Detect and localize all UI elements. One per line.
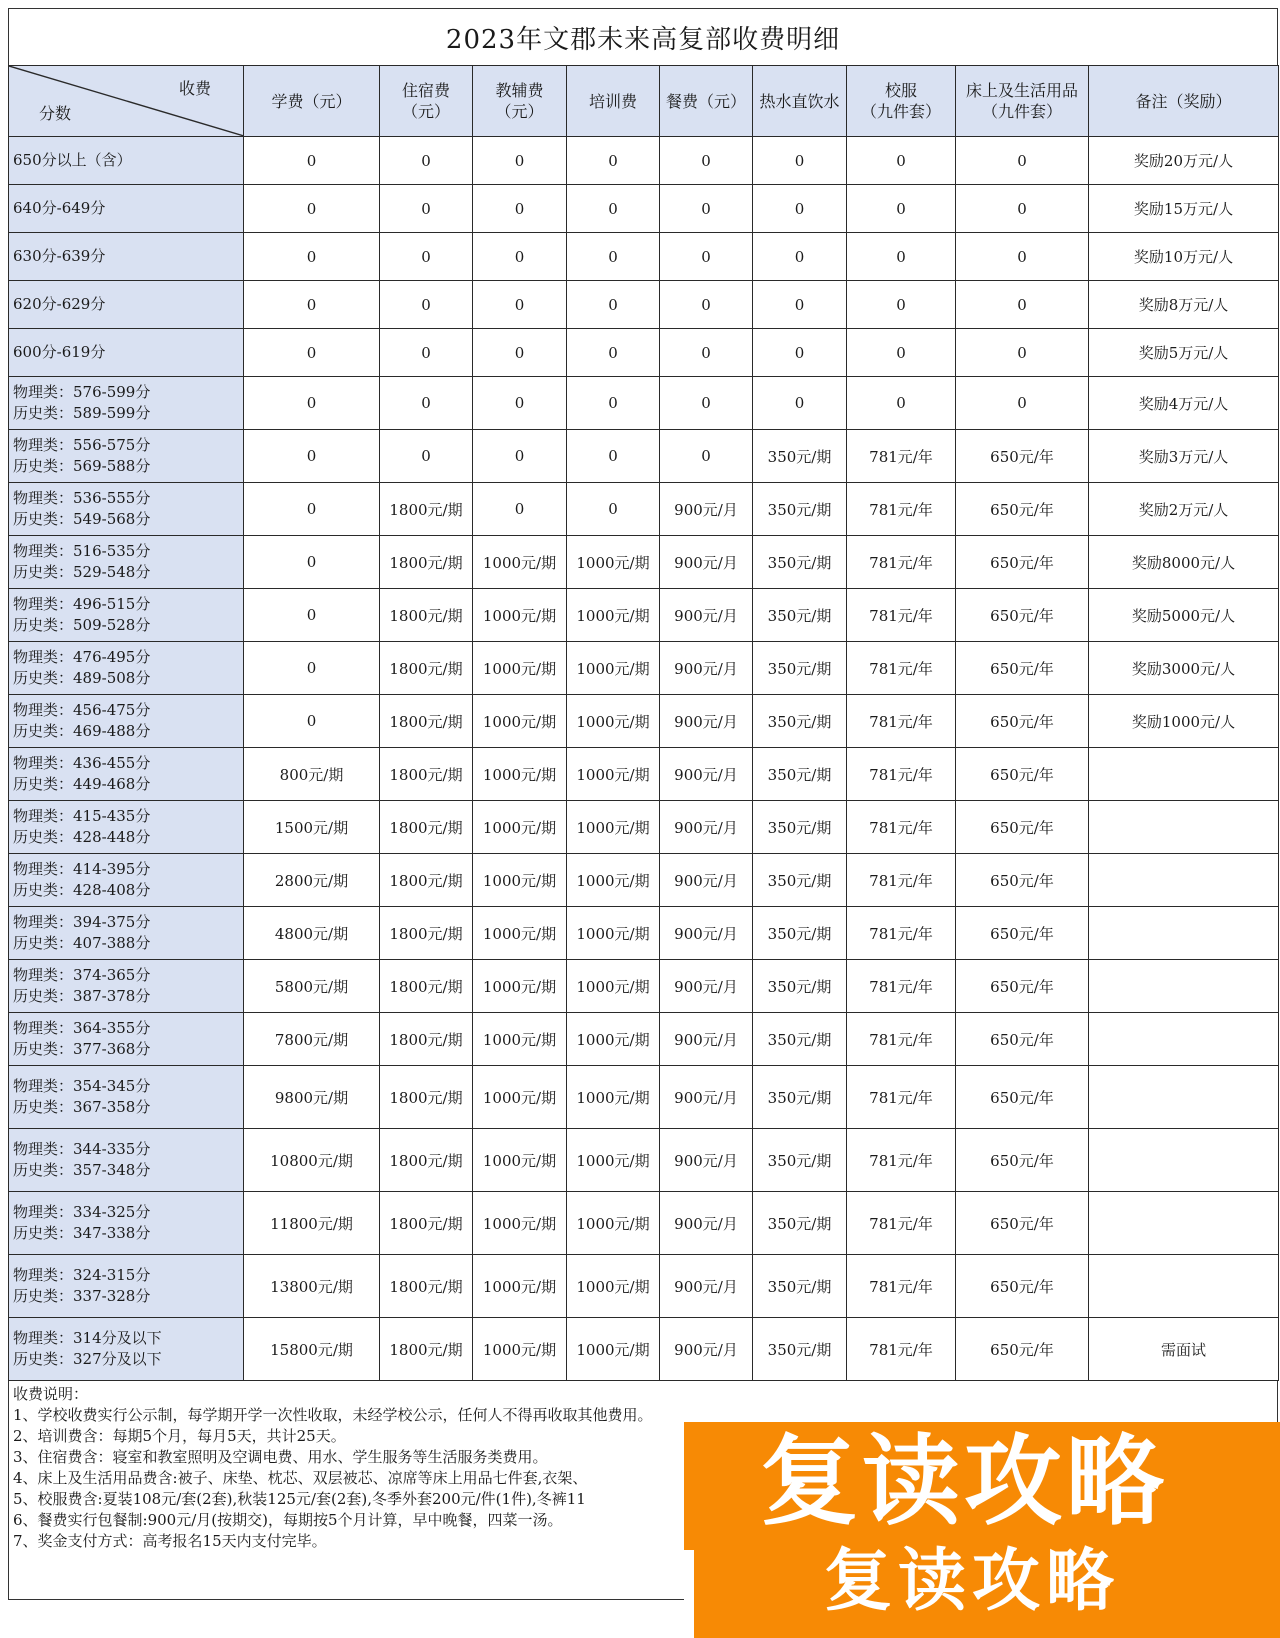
cell-uniform: 781元/年 bbox=[847, 1255, 956, 1318]
cell-water: 350元/期 bbox=[753, 1013, 847, 1066]
cell-materials: 1000元/期 bbox=[473, 589, 567, 642]
cell-accommodation: 1800元/期 bbox=[380, 1066, 473, 1129]
fee-table bbox=[8, 65, 1279, 1381]
table-row bbox=[9, 1129, 1279, 1192]
cell-water: 350元/期 bbox=[753, 1066, 847, 1129]
table-row bbox=[9, 1255, 1279, 1318]
cell-bedding: 650元/年 bbox=[956, 854, 1089, 907]
header-uniform: 校服 （九件套） bbox=[847, 66, 956, 137]
cell-remarks: 需面试 bbox=[1089, 1318, 1279, 1381]
cell-tuition: 0 bbox=[244, 137, 380, 185]
cell-materials: 1000元/期 bbox=[473, 642, 567, 695]
table-row bbox=[9, 536, 1279, 589]
score-band-cell: 物理类：334-325分 历史类：347-338分 bbox=[9, 1192, 244, 1255]
cell-accommodation: 1800元/期 bbox=[380, 483, 473, 536]
header-accommodation: 住宿费 （元） bbox=[380, 66, 473, 137]
cell-remarks: 奖励15万元/人 bbox=[1089, 185, 1279, 233]
cell-materials: 1000元/期 bbox=[473, 907, 567, 960]
table-row bbox=[9, 960, 1279, 1013]
cell-water: 350元/期 bbox=[753, 430, 847, 483]
cell-materials: 1000元/期 bbox=[473, 960, 567, 1013]
cell-meals: 900元/月 bbox=[660, 1318, 753, 1381]
score-band-cell: 物理类：314分及以下 历史类：327分及以下 bbox=[9, 1318, 244, 1381]
cell-meals: 900元/月 bbox=[660, 642, 753, 695]
cell-uniform: 781元/年 bbox=[847, 1066, 956, 1129]
cell-training: 0 bbox=[567, 377, 660, 430]
cell-materials: 1000元/期 bbox=[473, 536, 567, 589]
cell-bedding: 650元/年 bbox=[956, 536, 1089, 589]
cell-accommodation: 0 bbox=[380, 430, 473, 483]
cell-training: 1000元/期 bbox=[567, 1066, 660, 1129]
cell-bedding: 650元/年 bbox=[956, 748, 1089, 801]
cell-tuition: 0 bbox=[244, 329, 380, 377]
corner-header bbox=[9, 66, 244, 137]
cell-bedding: 0 bbox=[956, 137, 1089, 185]
score-band-cell: 640分-649分 bbox=[9, 185, 244, 233]
cell-water: 350元/期 bbox=[753, 483, 847, 536]
table-row bbox=[9, 329, 1279, 377]
corner-fee-label: 收费 bbox=[178, 79, 211, 98]
notes-heading: 收费说明： bbox=[13, 1385, 89, 1403]
score-band-cell: 630分-639分 bbox=[9, 233, 244, 281]
cell-uniform: 0 bbox=[847, 185, 956, 233]
cell-water: 0 bbox=[753, 185, 847, 233]
cell-meals: 900元/月 bbox=[660, 801, 753, 854]
cell-tuition: 0 bbox=[244, 695, 380, 748]
cell-uniform: 781元/年 bbox=[847, 695, 956, 748]
header-water: 热水直饮水 bbox=[753, 66, 847, 137]
cell-training: 1000元/期 bbox=[567, 801, 660, 854]
cell-tuition: 11800元/期 bbox=[244, 1192, 380, 1255]
cell-water: 350元/期 bbox=[753, 1318, 847, 1381]
cell-uniform: 781元/年 bbox=[847, 748, 956, 801]
cell-uniform: 781元/年 bbox=[847, 536, 956, 589]
score-band-cell: 物理类：456-475分 历史类：469-488分 bbox=[9, 695, 244, 748]
table-row bbox=[9, 589, 1279, 642]
cell-tuition: 13800元/期 bbox=[244, 1255, 380, 1318]
table-row bbox=[9, 748, 1279, 801]
note-item: 7、奖金支付方式：高考报名15天内支付完毕。 bbox=[13, 1532, 327, 1550]
score-band-cell: 600分-619分 bbox=[9, 329, 244, 377]
cell-bedding: 650元/年 bbox=[956, 1318, 1089, 1381]
cell-materials: 1000元/期 bbox=[473, 854, 567, 907]
watermark-text-large: 复读攻略 bbox=[760, 1425, 1169, 1539]
cell-accommodation: 1800元/期 bbox=[380, 801, 473, 854]
cell-bedding: 650元/年 bbox=[956, 430, 1089, 483]
cell-water: 350元/期 bbox=[753, 854, 847, 907]
cell-tuition: 0 bbox=[244, 377, 380, 430]
score-band-cell: 物理类：556-575分 历史类：569-588分 bbox=[9, 430, 244, 483]
note-item: 4、床上及生活用品费含:被子、床垫、枕芯、双层被芯、凉席等床上用品七件套,衣架、 bbox=[13, 1469, 588, 1487]
cell-remarks: 奖励2万元/人 bbox=[1089, 483, 1279, 536]
cell-water: 0 bbox=[753, 137, 847, 185]
cell-bedding: 650元/年 bbox=[956, 801, 1089, 854]
cell-water: 0 bbox=[753, 281, 847, 329]
cell-training: 1000元/期 bbox=[567, 960, 660, 1013]
note-item: 2、培训费含：每期5个月，每月5天，共计25天。 bbox=[13, 1427, 346, 1445]
cell-materials: 1000元/期 bbox=[473, 1192, 567, 1255]
cell-uniform: 781元/年 bbox=[847, 907, 956, 960]
cell-accommodation: 0 bbox=[380, 233, 473, 281]
cell-tuition: 0 bbox=[244, 430, 380, 483]
table-body bbox=[9, 137, 1279, 1381]
cell-tuition: 800元/期 bbox=[244, 748, 380, 801]
cell-materials: 1000元/期 bbox=[473, 1066, 567, 1129]
cell-uniform: 0 bbox=[847, 137, 956, 185]
cell-bedding: 0 bbox=[956, 185, 1089, 233]
table-row bbox=[9, 1192, 1279, 1255]
cell-meals: 900元/月 bbox=[660, 589, 753, 642]
cell-remarks: 奖励1000元/人 bbox=[1089, 695, 1279, 748]
cell-meals: 900元/月 bbox=[660, 536, 753, 589]
cell-materials: 0 bbox=[473, 483, 567, 536]
cell-meals: 0 bbox=[660, 377, 753, 430]
cell-tuition: 0 bbox=[244, 483, 380, 536]
cell-uniform: 781元/年 bbox=[847, 1013, 956, 1066]
cell-uniform: 781元/年 bbox=[847, 589, 956, 642]
cell-tuition: 0 bbox=[244, 185, 380, 233]
score-band-cell: 物理类：394-375分 历史类：407-388分 bbox=[9, 907, 244, 960]
cell-accommodation: 1800元/期 bbox=[380, 536, 473, 589]
cell-remarks bbox=[1089, 907, 1279, 960]
cell-meals: 900元/月 bbox=[660, 1066, 753, 1129]
table-row bbox=[9, 137, 1279, 185]
watermark-banner bbox=[684, 1422, 1280, 1638]
cell-training: 0 bbox=[567, 430, 660, 483]
cell-tuition: 0 bbox=[244, 642, 380, 695]
cell-bedding: 650元/年 bbox=[956, 1013, 1089, 1066]
score-band-cell: 物理类：496-515分 历史类：509-528分 bbox=[9, 589, 244, 642]
cell-materials: 1000元/期 bbox=[473, 1129, 567, 1192]
cell-uniform: 781元/年 bbox=[847, 1129, 956, 1192]
cell-materials: 0 bbox=[473, 377, 567, 430]
cell-remarks: 奖励20万元/人 bbox=[1089, 137, 1279, 185]
cell-training: 1000元/期 bbox=[567, 589, 660, 642]
diagonal-divider-icon bbox=[9, 66, 244, 136]
cell-remarks: 奖励3000元/人 bbox=[1089, 642, 1279, 695]
cell-materials: 0 bbox=[473, 430, 567, 483]
cell-remarks: 奖励8万元/人 bbox=[1089, 281, 1279, 329]
cell-meals: 0 bbox=[660, 185, 753, 233]
table-row bbox=[9, 1066, 1279, 1129]
cell-training: 1000元/期 bbox=[567, 748, 660, 801]
cell-bedding: 650元/年 bbox=[956, 1255, 1089, 1318]
fee-sheet bbox=[8, 8, 1278, 1600]
score-band-cell: 物理类：516-535分 历史类：529-548分 bbox=[9, 536, 244, 589]
cell-materials: 0 bbox=[473, 281, 567, 329]
cell-tuition: 0 bbox=[244, 589, 380, 642]
cell-meals: 900元/月 bbox=[660, 960, 753, 1013]
cell-uniform: 0 bbox=[847, 377, 956, 430]
cell-remarks: 奖励8000元/人 bbox=[1089, 536, 1279, 589]
note-item: 1、学校收费实行公示制，每学期开学一次性收取，未经学校公示，任何人不得再收取其他费用。 bbox=[13, 1406, 653, 1424]
cell-accommodation: 0 bbox=[380, 329, 473, 377]
score-band-cell: 物理类：364-355分 历史类：377-368分 bbox=[9, 1013, 244, 1066]
cell-bedding: 650元/年 bbox=[956, 1066, 1089, 1129]
cell-water: 0 bbox=[753, 233, 847, 281]
cell-tuition: 5800元/期 bbox=[244, 960, 380, 1013]
cell-training: 1000元/期 bbox=[567, 1129, 660, 1192]
cell-water: 0 bbox=[753, 329, 847, 377]
cell-meals: 900元/月 bbox=[660, 695, 753, 748]
cell-training: 1000元/期 bbox=[567, 1013, 660, 1066]
cell-remarks bbox=[1089, 748, 1279, 801]
watermark-text-small: 复读攻略 bbox=[824, 1542, 1121, 1621]
cell-remarks: 奖励5万元/人 bbox=[1089, 329, 1279, 377]
cell-meals: 900元/月 bbox=[660, 1192, 753, 1255]
cell-bedding: 650元/年 bbox=[956, 1129, 1089, 1192]
cell-bedding: 0 bbox=[956, 377, 1089, 430]
cell-remarks bbox=[1089, 1255, 1279, 1318]
cell-tuition: 10800元/期 bbox=[244, 1129, 380, 1192]
table-row bbox=[9, 377, 1279, 430]
table-row bbox=[9, 281, 1279, 329]
cell-accommodation: 0 bbox=[380, 185, 473, 233]
cell-training: 1000元/期 bbox=[567, 695, 660, 748]
cell-bedding: 650元/年 bbox=[956, 960, 1089, 1013]
cell-training: 0 bbox=[567, 329, 660, 377]
cell-accommodation: 1800元/期 bbox=[380, 748, 473, 801]
cell-tuition: 2800元/期 bbox=[244, 854, 380, 907]
score-band-cell: 620分-629分 bbox=[9, 281, 244, 329]
cell-meals: 900元/月 bbox=[660, 1013, 753, 1066]
cell-meals: 0 bbox=[660, 137, 753, 185]
cell-materials: 1000元/期 bbox=[473, 748, 567, 801]
cell-bedding: 0 bbox=[956, 233, 1089, 281]
cell-remarks bbox=[1089, 1192, 1279, 1255]
cell-training: 1000元/期 bbox=[567, 854, 660, 907]
cell-training: 1000元/期 bbox=[567, 642, 660, 695]
table-row bbox=[9, 483, 1279, 536]
header-bedding: 床上及生活用品 （九件套） bbox=[956, 66, 1089, 137]
cell-training: 1000元/期 bbox=[567, 536, 660, 589]
cell-meals: 900元/月 bbox=[660, 854, 753, 907]
score-band-cell: 物理类：576-599分 历史类：589-599分 bbox=[9, 377, 244, 430]
cell-materials: 0 bbox=[473, 137, 567, 185]
cell-materials: 1000元/期 bbox=[473, 1318, 567, 1381]
cell-uniform: 781元/年 bbox=[847, 960, 956, 1013]
cell-meals: 900元/月 bbox=[660, 1255, 753, 1318]
header-materials: 教辅费 （元） bbox=[473, 66, 567, 137]
cell-water: 350元/期 bbox=[753, 960, 847, 1013]
cell-remarks bbox=[1089, 1066, 1279, 1129]
table-row bbox=[9, 854, 1279, 907]
cell-tuition: 0 bbox=[244, 281, 380, 329]
score-band-cell: 物理类：344-335分 历史类：357-348分 bbox=[9, 1129, 244, 1192]
cell-accommodation: 1800元/期 bbox=[380, 1318, 473, 1381]
cell-meals: 900元/月 bbox=[660, 483, 753, 536]
cell-uniform: 0 bbox=[847, 329, 956, 377]
table-row bbox=[9, 233, 1279, 281]
header-row bbox=[9, 66, 1279, 137]
cell-water: 0 bbox=[753, 377, 847, 430]
cell-water: 350元/期 bbox=[753, 536, 847, 589]
table-row bbox=[9, 1013, 1279, 1066]
cell-water: 350元/期 bbox=[753, 1129, 847, 1192]
cell-tuition: 9800元/期 bbox=[244, 1066, 380, 1129]
cell-training: 1000元/期 bbox=[567, 1255, 660, 1318]
cell-water: 350元/期 bbox=[753, 589, 847, 642]
cell-tuition: 7800元/期 bbox=[244, 1013, 380, 1066]
cell-tuition: 1500元/期 bbox=[244, 801, 380, 854]
cell-accommodation: 0 bbox=[380, 137, 473, 185]
cell-training: 0 bbox=[567, 281, 660, 329]
cell-meals: 900元/月 bbox=[660, 1129, 753, 1192]
cell-uniform: 781元/年 bbox=[847, 801, 956, 854]
cell-remarks bbox=[1089, 854, 1279, 907]
cell-accommodation: 1800元/期 bbox=[380, 854, 473, 907]
cell-water: 350元/期 bbox=[753, 1192, 847, 1255]
cell-bedding: 0 bbox=[956, 281, 1089, 329]
cell-uniform: 0 bbox=[847, 233, 956, 281]
cell-water: 350元/期 bbox=[753, 695, 847, 748]
cell-bedding: 650元/年 bbox=[956, 1192, 1089, 1255]
cell-bedding: 0 bbox=[956, 329, 1089, 377]
table-row bbox=[9, 1318, 1279, 1381]
cell-water: 350元/期 bbox=[753, 1255, 847, 1318]
table-row bbox=[9, 430, 1279, 483]
cell-materials: 0 bbox=[473, 329, 567, 377]
cell-uniform: 781元/年 bbox=[847, 430, 956, 483]
cell-materials: 1000元/期 bbox=[473, 695, 567, 748]
cell-meals: 900元/月 bbox=[660, 907, 753, 960]
cell-training: 0 bbox=[567, 137, 660, 185]
score-band-cell: 物理类：324-315分 历史类：337-328分 bbox=[9, 1255, 244, 1318]
cell-water: 350元/期 bbox=[753, 748, 847, 801]
cell-accommodation: 1800元/期 bbox=[380, 695, 473, 748]
table-row bbox=[9, 642, 1279, 695]
cell-meals: 0 bbox=[660, 233, 753, 281]
cell-accommodation: 0 bbox=[380, 281, 473, 329]
cell-water: 350元/期 bbox=[753, 642, 847, 695]
cell-materials: 0 bbox=[473, 233, 567, 281]
table-row bbox=[9, 185, 1279, 233]
note-item: 5、校服费含:夏装108元/套(2套),秋装125元/套(2套),冬季外套200元/件(1件),冬裤11 bbox=[13, 1490, 586, 1508]
cell-remarks: 奖励10万元/人 bbox=[1089, 233, 1279, 281]
table-row bbox=[9, 907, 1279, 960]
cell-meals: 0 bbox=[660, 430, 753, 483]
cell-remarks: 奖励3万元/人 bbox=[1089, 430, 1279, 483]
cell-materials: 1000元/期 bbox=[473, 801, 567, 854]
score-band-cell: 物理类：354-345分 历史类：367-358分 bbox=[9, 1066, 244, 1129]
cell-tuition: 0 bbox=[244, 536, 380, 589]
cell-remarks bbox=[1089, 960, 1279, 1013]
cell-accommodation: 1800元/期 bbox=[380, 960, 473, 1013]
note-item: 3、住宿费含：寝室和教室照明及空调电费、用水、学生服务等生活服务类费用。 bbox=[13, 1448, 548, 1466]
cell-uniform: 781元/年 bbox=[847, 1192, 956, 1255]
cell-uniform: 781元/年 bbox=[847, 642, 956, 695]
score-band-cell: 物理类：476-495分 历史类：489-508分 bbox=[9, 642, 244, 695]
cell-materials: 1000元/期 bbox=[473, 1013, 567, 1066]
cell-accommodation: 1800元/期 bbox=[380, 1013, 473, 1066]
corner-score-label: 分数 bbox=[39, 104, 72, 123]
cell-training: 0 bbox=[567, 483, 660, 536]
cell-bedding: 650元/年 bbox=[956, 907, 1089, 960]
cell-materials: 0 bbox=[473, 185, 567, 233]
cell-bedding: 650元/年 bbox=[956, 483, 1089, 536]
cell-water: 350元/期 bbox=[753, 801, 847, 854]
cell-accommodation: 1800元/期 bbox=[380, 907, 473, 960]
score-band-cell: 物理类：536-555分 历史类：549-568分 bbox=[9, 483, 244, 536]
cell-uniform: 781元/年 bbox=[847, 483, 956, 536]
document-title: 2023年文郡未来高复部收费明细 bbox=[8, 8, 1278, 65]
header-meals: 餐费（元） bbox=[660, 66, 753, 137]
cell-meals: 900元/月 bbox=[660, 748, 753, 801]
header-tuition: 学费（元） bbox=[244, 66, 380, 137]
cell-training: 1000元/期 bbox=[567, 1192, 660, 1255]
cell-tuition: 4800元/期 bbox=[244, 907, 380, 960]
cell-bedding: 650元/年 bbox=[956, 589, 1089, 642]
cell-remarks bbox=[1089, 1129, 1279, 1192]
cell-training: 1000元/期 bbox=[567, 907, 660, 960]
cell-bedding: 650元/年 bbox=[956, 642, 1089, 695]
cell-uniform: 781元/年 bbox=[847, 854, 956, 907]
score-band-cell: 物理类：415-435分 历史类：428-448分 bbox=[9, 801, 244, 854]
note-item: 6、餐费实行包餐制:900元/月(按期交)，每期按5个月计算，早中晚餐，四菜一汤。 bbox=[13, 1511, 563, 1529]
cell-accommodation: 1800元/期 bbox=[380, 1129, 473, 1192]
cell-water: 350元/期 bbox=[753, 907, 847, 960]
cell-materials: 1000元/期 bbox=[473, 1255, 567, 1318]
cell-uniform: 781元/年 bbox=[847, 1318, 956, 1381]
cell-accommodation: 1800元/期 bbox=[380, 642, 473, 695]
cell-remarks: 奖励5000元/人 bbox=[1089, 589, 1279, 642]
cell-remarks bbox=[1089, 1013, 1279, 1066]
score-band-cell: 物理类：374-365分 历史类：387-378分 bbox=[9, 960, 244, 1013]
table-row bbox=[9, 801, 1279, 854]
cell-training: 1000元/期 bbox=[567, 1318, 660, 1381]
score-band-cell: 物理类：414-395分 历史类：428-408分 bbox=[9, 854, 244, 907]
cell-training: 0 bbox=[567, 233, 660, 281]
cell-remarks: 奖励4万元/人 bbox=[1089, 377, 1279, 430]
cell-tuition: 0 bbox=[244, 233, 380, 281]
cell-meals: 0 bbox=[660, 329, 753, 377]
cell-meals: 0 bbox=[660, 281, 753, 329]
score-band-cell: 650分以上（含） bbox=[9, 137, 244, 185]
cell-accommodation: 0 bbox=[380, 377, 473, 430]
score-band-cell: 物理类：436-455分 历史类：449-468分 bbox=[9, 748, 244, 801]
cell-tuition: 15800元/期 bbox=[244, 1318, 380, 1381]
cell-accommodation: 1800元/期 bbox=[380, 1192, 473, 1255]
header-training: 培训费 bbox=[567, 66, 660, 137]
cell-bedding: 650元/年 bbox=[956, 695, 1089, 748]
cell-uniform: 0 bbox=[847, 281, 956, 329]
cell-accommodation: 1800元/期 bbox=[380, 589, 473, 642]
table-row bbox=[9, 695, 1279, 748]
cell-remarks bbox=[1089, 801, 1279, 854]
header-remarks: 备注（奖励） bbox=[1089, 66, 1279, 137]
watermark-notch bbox=[684, 1550, 694, 1638]
cell-training: 0 bbox=[567, 185, 660, 233]
cell-accommodation: 1800元/期 bbox=[380, 1255, 473, 1318]
